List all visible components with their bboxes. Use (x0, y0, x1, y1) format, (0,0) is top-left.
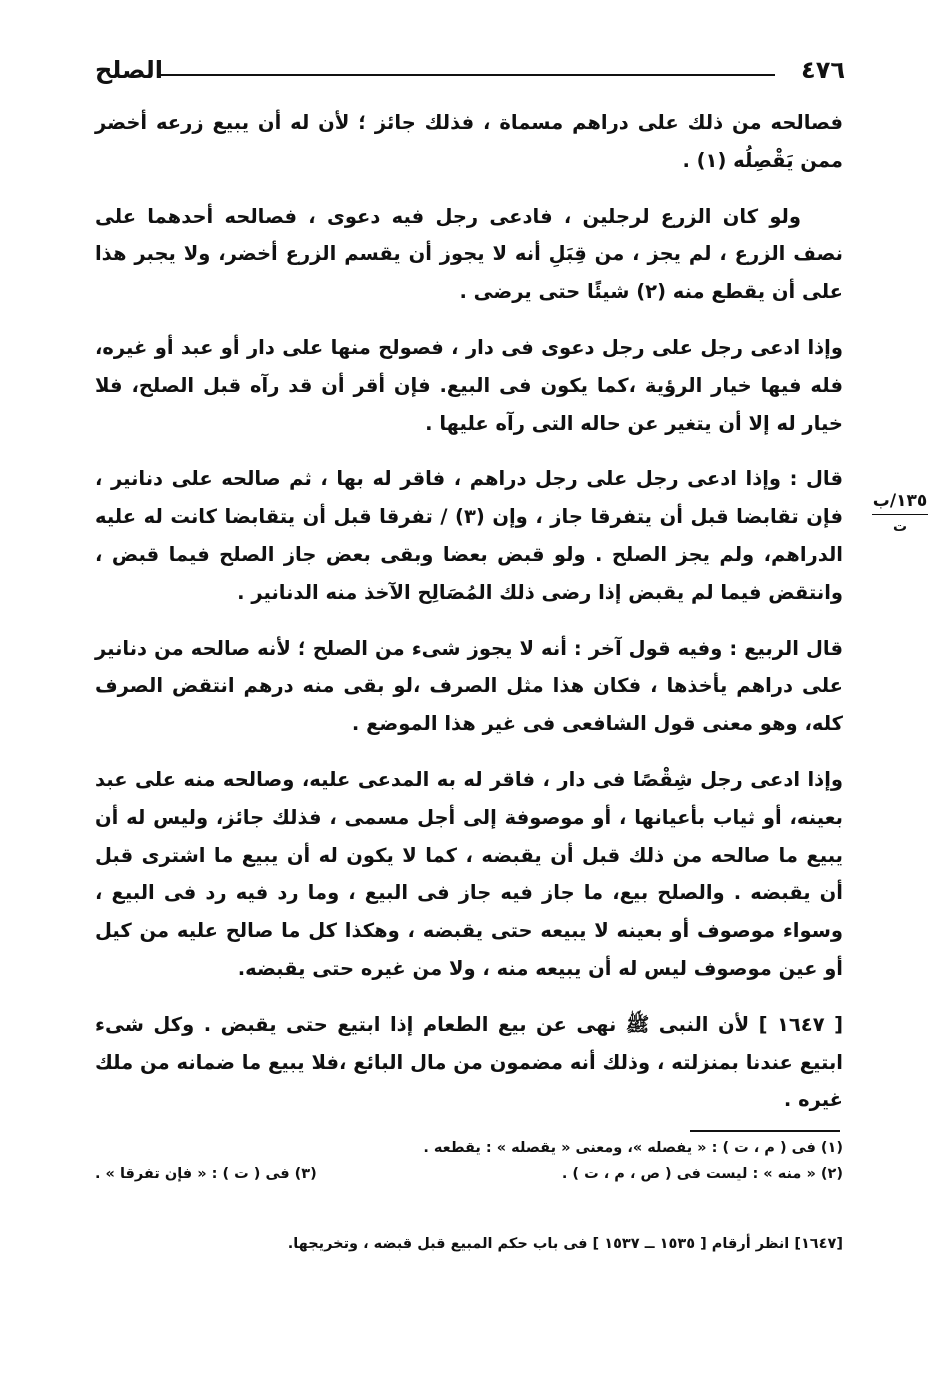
main-text (95, 104, 843, 1119)
margin-folio-note (868, 490, 932, 538)
source-note: [١٦٤٧] انظر أرقام [ ١٥٣٥ ــ ١٥٣٧ ] فى باب حكم المبيع قبل قبضه ، وتخريجها. (287, 1236, 843, 1252)
paragraph-2: ولو كان الزرع لرجلين ، فادعى رجل فيه دعوى ، فصالحه أحدهما على نصف الزرع ، لم يجز ، من قِبَلِ أنه لا يجوز أن يقسم الزرع أخضر، ولا يجبر هذا على أن يقطع منه (٢) شيئًا حتى يرضى . (95, 204, 843, 304)
folio-reference: ١٣٥/ب (872, 491, 928, 511)
page-number: ٤٧٦ (801, 56, 845, 84)
running-title: الصلح (95, 56, 163, 84)
paragraph-5: قال الربيع : وفيه قول آخر : أنه لا يجوز شىء من الصلح ؛ لأنه صالحه من دنانير على دراهم يأخذها ، فكان هذا مثل الصرف ،لو بقى منه درهم انتقض الصرف كله، وهو معنى قول الشافعى فى غير هذا الموضع . (95, 636, 843, 736)
folio-manuscript-siglum: ت (872, 514, 928, 538)
footnote-row (95, 1161, 843, 1187)
running-header (95, 56, 845, 96)
footnote-2: (٢) « منه » : ليست فى ( ص ، م ، ت ) . (561, 1166, 843, 1182)
paragraph-7: [ ١٦٤٧ ] لأن النبى ﷺ نهى عن بيع الطعام إذا ابتيع حتى يقبض . وكل شىء ابتيع عندنا بمنزلته ، وذلك أنه مضمون من مال البائع ،فلا يبيع ما ضمانه من ملك غيره . (95, 1012, 843, 1112)
paragraph-4 (95, 460, 843, 611)
paragraph-6: وإذا ادعى رجل شِقْصًا فى دار ، فاقر له به المدعى عليه، وصالحه منه على عبد بعينه، أو ثياب بأعيانها ، أو موصوفة إلى أجل مسمى ، فذلك جائز، وليس له أن يبيع ما صالحه من ذلك قبل أن يقبضه ، كما لا يكون له أن يبيع ما اشترى قبل أن يقبضه . والصلح بيع، ما جاز فيه جاز فى البيع ، وما رد فيه رد فى البيع ، وسواء موصوف أو بعينه لا يبيعه حتى يقبضه ، وهكذا كل ما صالح عليه من كيل أو عين موصوف ليس له أن يبيعه منه ، ولا من غيره حتى يقبضه. (95, 767, 843, 980)
footnotes (95, 1135, 843, 1187)
paragraph-3: وإذا ادعى رجل على رجل دعوى فى دار ، فصولح منها على دار أو عبد أو غيره، فله فيها خيار الرؤية ،كما يكون فى البيع. فإن أقر أن قد رآه قبل الصلح، فلا خيار له إلا أن يتغير عن حاله التى رآه عليها . (95, 335, 843, 435)
footnote-3: (٣) فى ( ت ) : « فإن تفرقا » . (95, 1166, 317, 1182)
footnote-1: (١) فى ( م ، ت ) : « يفصله »، ومعنى « يقصله » : يقطعه . (423, 1140, 843, 1156)
paragraph-4-lead: قال : (789, 467, 843, 491)
paragraph-4-text: وإذا ادعى رجل على رجل دراهم ، فاقر له بها ، ثم صالحه على دنانير ، فإن تقابضا قبل أن يتفرقا جاز ، وإن (٣) / تفرقا قبل أن يتقابضا كانت له عليه الدراهم، ولم يجز الصلح . ولو قبض بعضا وبقى بعض جاز الصلح فيما قبض ، وانتقض فيما لم يقبض إذا رضى ذلك المُصَالِح الآخذ منه الدنانير . (95, 467, 843, 604)
header-rule (157, 74, 775, 76)
footnote-rule (690, 1130, 840, 1132)
paragraph-1: فصالحه من ذلك على دراهم مسماة ، فذلك جائز ؛ لأن له أن يبيع زرعه أخضر ممن يَقْصِلُه (١) . (95, 111, 843, 172)
